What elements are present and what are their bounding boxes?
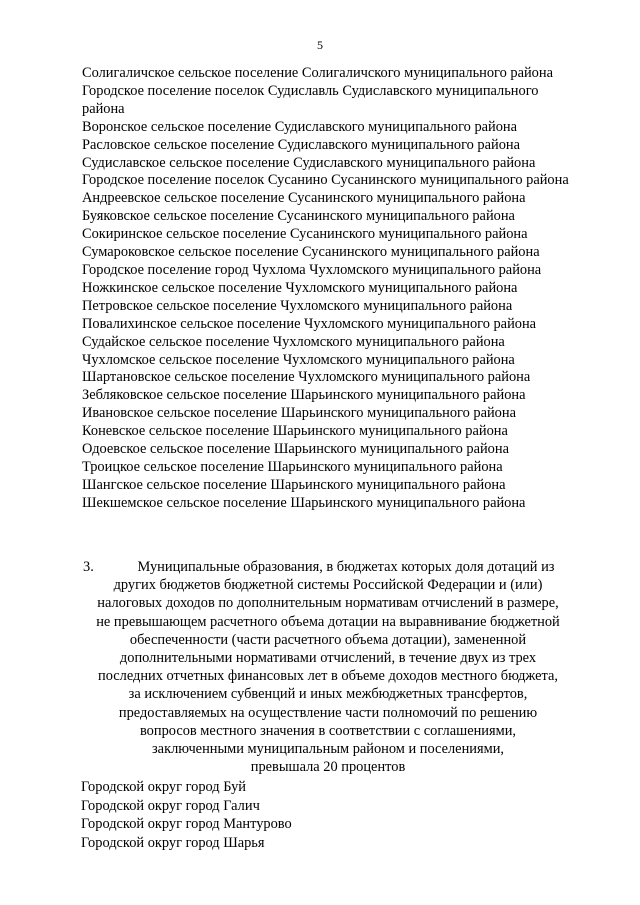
section-text-line: вопросов местного значения в соответствии с соглашениями,: [139, 722, 517, 739]
list-item: Городской округ город Галич: [81, 797, 260, 814]
list-item: Чухломское сельское поселение Чухломского муниципального района: [82, 351, 515, 368]
section-text-line: обеспеченности (части расчетного объема дотации), замененной: [129, 631, 527, 648]
section-text-line: дополнительными нормативами отчислений, в течение двух из трех: [119, 650, 537, 667]
list-item: Шекшемское сельское поселение Шарьинского муниципального района: [82, 494, 526, 511]
list-item: Судайское сельское поселение Чухломского муниципального района: [82, 333, 505, 350]
list-item: Солигаличское сельское поселение Солигаличского муниципального района: [82, 65, 553, 81]
list-item: Расловское сельское поселение Судиславского муниципального района: [82, 136, 520, 153]
section-text-line: превышала 20 процентов: [250, 759, 406, 776]
municipality-list: [82, 65, 582, 513]
section-text-line: заключенными муниципальным районом и поселениями,: [152, 741, 504, 758]
section-3: [80, 558, 576, 776]
list-item: Ножкинское сельское поселение Чухломского муниципального района: [82, 279, 518, 296]
section-text-line: последних отчетных финансовых лет в объеме доходов местного бюджета,: [98, 668, 558, 685]
list-item: Зебляковское сельское поселение Шарьинского муниципального района: [82, 387, 526, 404]
list-item: Буяковское сельское поселение Сусанинского муниципального района: [82, 208, 515, 225]
list-item: Судиславское сельское поселение Судиславского муниципального района: [82, 154, 536, 171]
section-text-line: налоговых доходов по дополнительным нормативам отчислений в размере,: [97, 595, 559, 612]
list-item: Воронское сельское поселение Судиславского муниципального района: [82, 118, 518, 135]
list-item: Городской округ город Шарья: [81, 834, 265, 851]
section-heading: [80, 558, 576, 776]
list-item: Повалихинское сельское поселение Чухломского муниципального района: [82, 315, 537, 332]
list-item: Шартановское сельское поселение Чухломского муниципального района: [82, 369, 531, 386]
list-item: Шангское сельское поселение Шарьинского муниципального района: [82, 476, 506, 493]
list-item: Одоевское сельское поселение Шарьинского муниципального района: [82, 441, 509, 458]
section-text-line: за исключением субвенций и иных межбюджетных трансфертов,: [128, 686, 528, 703]
list-item: Сокиринское сельское поселение Сусанинского муниципального района: [82, 226, 528, 243]
section-text-line: других бюджетов бюджетной системы Российской Федерации и (или): [113, 577, 543, 594]
section-number: 3.: [83, 559, 94, 575]
list-item: Петровское сельское поселение Чухломского муниципального района: [82, 297, 513, 314]
list-item: Андреевское сельское поселение Сусанинского муниципального района: [82, 190, 526, 207]
list-item: Городское поселение город Чухлома Чухломского муниципального района: [82, 261, 542, 278]
section-text: [80, 558, 576, 776]
list-item: Сумароковское сельское поселение Сусанинского муниципального района: [82, 244, 540, 261]
section-text-line: предоставляемых на осуществление части полномочий по решению: [118, 704, 538, 721]
list-item: Городской округ город Буй: [81, 779, 247, 795]
city-district-list: [81, 778, 581, 852]
list-item: Ивановское сельское поселение Шарьинского муниципального района: [82, 405, 516, 422]
list-item: Городской округ город Мантурово: [81, 816, 292, 833]
list-item: Троицкое сельское поселение Шарьинского муниципального района: [82, 458, 503, 475]
list-item: Коневское сельское поселение Шарьинского муниципального района: [82, 423, 508, 440]
section-text-line: не превышающем расчетного объема дотации на выравнивание бюджетной: [96, 613, 560, 630]
list-item: Городское поселение поселок Судиславль Судиславского муниципального района: [82, 82, 539, 117]
list-item: Городское поселение поселок Сусанино Сусанинского муниципального района: [82, 172, 569, 189]
page-number: 5: [317, 38, 323, 52]
section-text-line: Муниципальные образования, в бюджетах которых доля дотаций из: [137, 559, 555, 575]
